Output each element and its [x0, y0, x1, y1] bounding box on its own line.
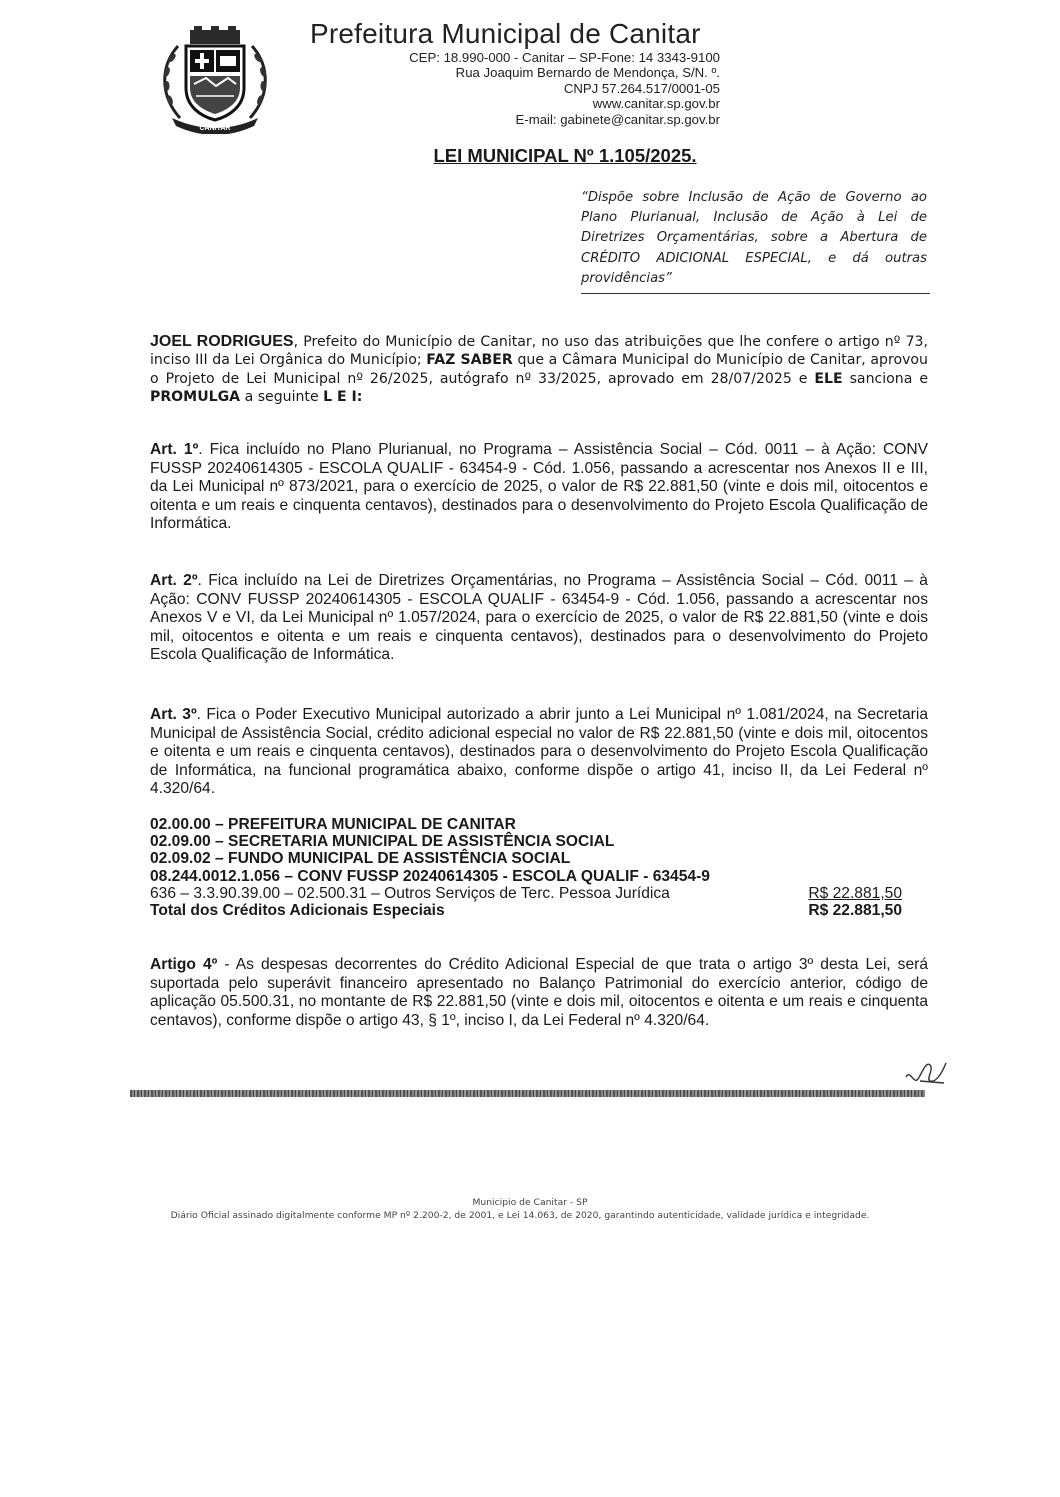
footer-municipality: Municipio de Canitar - SP	[472, 1197, 588, 1208]
article-4	[150, 956, 928, 1030]
institution-contact	[300, 50, 720, 127]
ementa-line: providências”	[581, 270, 672, 286]
budget-allocation	[150, 816, 902, 919]
crest-banner-text: CANITAR	[199, 125, 231, 132]
address: Rua Joaquim Bernardo de Mendonça, S/N. º.	[455, 65, 720, 81]
budget-total-value: R$ 22.881,50	[808, 902, 902, 920]
ementa-divider	[581, 293, 930, 294]
mayor-name: JOEL RODRIGUES	[150, 333, 294, 350]
website: www.canitar.sp.gov.br	[592, 96, 720, 112]
email: E-mail: gabinete@canitar.sp.gov.br	[515, 111, 720, 127]
article-text: - As despesas decorrentes do Crédito Adicional Especial de que trata o artigo 3º desta Lei, será suportada pelo superávit financeiro apresentado no Balanço Patrimonial do exercício anterior, código de aplicação 05.500.31, no montante de R$ 22.881,50 (vinte e dois mil, oitocentos e oitenta e um reais e cinquenta centavos), conforme dispõe o artigo 43, § 1º, inciso I, da Lei Federal nº 4.320/64.	[150, 956, 928, 1029]
article-2	[150, 572, 928, 665]
budget-line: 08.244.0012.1.056 – CONV FUSSP 20240614305 - ESCOLA QUALIF - 63454-9	[150, 867, 710, 885]
budget-item-value: R$ 22.881,50	[808, 884, 902, 902]
law-title	[0, 145, 1060, 167]
budget-item-label: 636 – 3.3.90.39.00 – 02.500.31 – Outros Serviços de Terc. Pessoa Jurídica	[150, 884, 670, 902]
promulga: PROMULGA	[150, 389, 241, 406]
article-text: . Fica o Poder Executivo Municipal autorizado a abrir junto a Lei Municipal nº 1.081/2024, na Secretaria Municipal de Assistência Social, crédito adicional especial no valor de R$ 22.881,50 (vinte e dois mil, oitocentos e oitenta e um reais e cinquenta centavos), destinados para o desenvolvimento do Projeto Escola Qualificação de Informática, na funcional programática abaixo, conforme dispõe o artigo 41, inciso II, da Lei Federal nº 4.320/64.	[150, 706, 928, 798]
law-title-text: LEI MUNICIPAL Nº 1.105/2025.	[433, 145, 697, 166]
budget-item-row	[150, 885, 902, 902]
ementa-line: “Dispõe sobre Inclusão de Ação de Governo ao	[581, 190, 927, 205]
article-label: Artigo 4º	[150, 956, 218, 973]
article-label: Art. 3º	[150, 706, 197, 723]
page-divider	[130, 1090, 925, 1097]
ementa	[581, 188, 927, 289]
municipal-coat-of-arms-icon	[150, 26, 280, 134]
ementa-line: CRÉDITO ADICIONAL ESPECIAL, e dá outras	[581, 250, 927, 266]
cep-phone: CEP: 18.990-000 - Canitar – SP-Fone: 14 3343-9100	[409, 50, 720, 65]
article-text: . Fica incluído na Lei de Diretrizes Orçamentárias, no Programa – Assistência Social – Cód. 0011 – à Ação: CONV FUSSP 20240614305 - ESCOLA QUALIF - 63454-9 - Cód. 1.056, passando a acrescentar nos Anexos V e VI, da Lei Municipal nº 1.057/2024, para o exercício de 2025, o valor de R$ 22.881,50 (vinte e dois mil, oitocentos e oitenta e um reais e cinquenta centavos), destinados para o desenvolvimento do Projeto Escola Qualificação de Informática.	[150, 572, 928, 664]
budget-line: 02.09.02 – FUNDO MUNICIPAL DE ASSISTÊNCIA SOCIAL	[150, 850, 571, 868]
initials-signature	[900, 1055, 950, 1089]
footer-disclaimer: Diário Oficial assinado digitalmente conforme MP nº 2.200-2, de 2001, e Lei 14.063, de 2020, garantindo autenticidade, validade jurídica e integridade.	[170, 1209, 870, 1221]
intro-text: a seguinte	[240, 389, 324, 406]
ementa-line: Diretrizes Orçamentárias, sobre a Abertura de	[581, 230, 927, 246]
ementa-line: Plano Plurianual, Inclusão de Ação à Lei de	[581, 210, 927, 226]
ele: ELE	[814, 370, 843, 387]
article-1	[150, 441, 928, 534]
footer	[0, 1197, 1060, 1222]
budget-total-row	[150, 902, 902, 919]
institution-title: Prefeitura Municipal de Canitar	[310, 18, 701, 49]
article-label: Art. 2º	[150, 572, 198, 589]
cnpj: CNPJ 57.264.517/0001-05	[563, 80, 720, 96]
intro-text: , Prefeito do Município de Canitar, no uso das atribuições que lhe confere o artigo nº 73, inciso III da Lei Orgânica do Município;	[150, 334, 928, 369]
budget-line: 02.09.00 – SECRETARIA MUNICIPAL DE ASSISTÊNCIA SOCIAL	[150, 833, 615, 851]
faz-saber: FAZ SABER	[426, 352, 513, 369]
budget-line: 02.00.00 – PREFEITURA MUNICIPAL DE CANITAR	[150, 816, 516, 833]
lei: L E I:	[323, 389, 363, 406]
article-3	[150, 706, 928, 799]
intro-text: sanciona e	[842, 370, 928, 387]
article-text: . Fica incluído no Plano Plurianual, no Programa – Assistência Social – Cód. 0011 – à Ação: CONV FUSSP 20240614305 - ESCOLA QUALIF - 63454-9 - Cód. 1.056, passando a acrescentar nos Anexos II e III, da Lei Municipal nº 873/2021, para o exercício de 2025, o valor de R$ 22.881,50 (vinte e dois mil, oitocentos e oitenta e um reais e cinquenta centavos), destinados para o desenvolvimento do Projeto Escola Qualificação de Informática.	[150, 441, 929, 533]
intro-text: que a Câmara Municipal do Município de Canitar, aprovou o Projeto de Lei Municipal nº 26/2025, autógrafo nº 33/2025, aprovado em 28/07/2025 e	[150, 352, 928, 387]
budget-total-label: Total dos Créditos Adicionais Especiais	[150, 902, 445, 920]
article-label: Art. 1º	[150, 441, 199, 458]
intro-paragraph	[150, 333, 928, 407]
